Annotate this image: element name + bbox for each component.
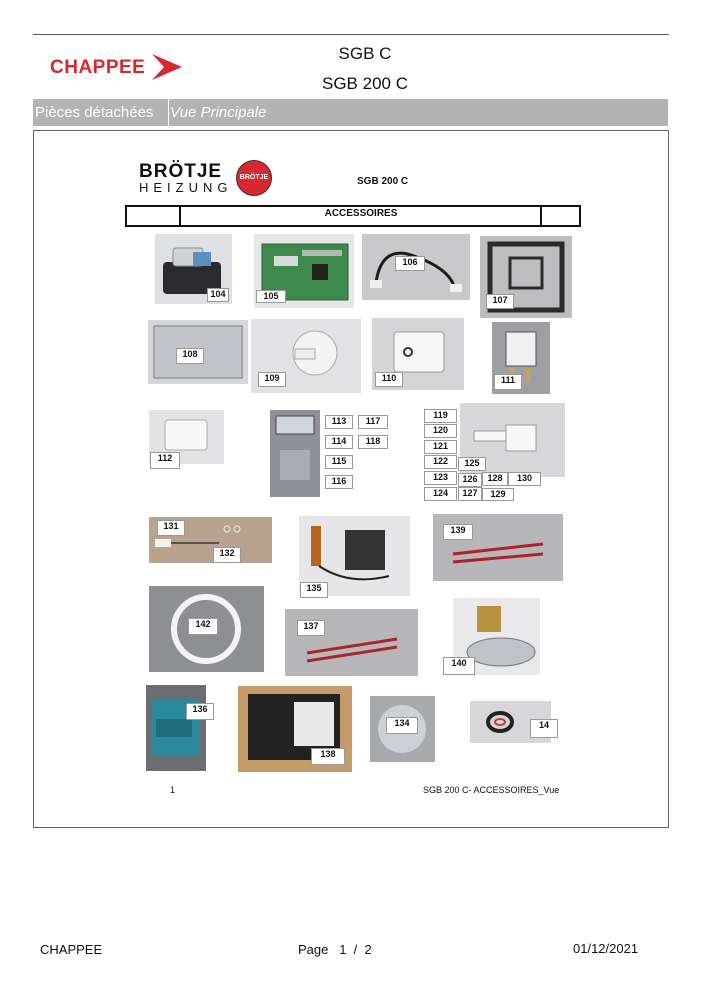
label-106: 106 <box>395 256 425 271</box>
label-124: 124 <box>424 487 457 501</box>
label-135: 135 <box>300 582 328 598</box>
section-bar-right: Vue Principale <box>170 104 267 121</box>
top-rule <box>33 34 669 35</box>
label-142: 142 <box>188 618 218 635</box>
label-120: 120 <box>424 424 457 438</box>
label-123: 123 <box>424 471 457 485</box>
label-127: 127 <box>458 487 482 501</box>
accessoires-title: ACCESSOIRES <box>324 208 398 219</box>
label-115: 115 <box>325 455 353 469</box>
label-121: 121 <box>424 440 457 454</box>
label-105: 105 <box>256 290 286 303</box>
label-125: 125 <box>458 457 486 471</box>
label-132: 132 <box>213 547 241 563</box>
label-126: 126 <box>458 473 482 487</box>
label-128: 128 <box>482 472 508 486</box>
sheet-page-number: 1 <box>170 785 176 795</box>
title-line2: SGB 200 C <box>322 74 408 93</box>
sheet-model: SGB 200 C <box>357 176 409 187</box>
label-122: 122 <box>424 455 457 469</box>
label-14: 14 <box>530 719 558 738</box>
label-112: 112 <box>150 452 180 469</box>
label-116: 116 <box>325 475 353 489</box>
brotje-logo <box>139 162 233 195</box>
label-130: 130 <box>508 472 541 486</box>
label-131: 131 <box>157 520 185 536</box>
label-118: 118 <box>358 435 388 449</box>
display-module-photo <box>270 410 320 497</box>
label-136: 136 <box>186 703 214 720</box>
title-line1: SGB C <box>338 44 392 63</box>
label-140: 140 <box>443 657 475 675</box>
label-107: 107 <box>486 294 514 309</box>
brotje-circle-logo <box>236 160 272 196</box>
sheet-caption: SGB 200 C- ACCESSOIRES_Vue <box>423 785 560 795</box>
brand-circle-text: BRÖTJE <box>239 174 269 181</box>
chappee-logo: CHAPPEE <box>50 57 146 78</box>
label-129: 129 <box>482 488 514 501</box>
label-138: 138 <box>311 748 345 765</box>
footer-page: Page 1 / 2 <box>298 942 372 957</box>
brand-bottom: HEIZUNG <box>139 180 233 195</box>
brand-top: BRÖTJE <box>139 161 223 182</box>
label-137: 137 <box>297 620 325 636</box>
label-108: 108 <box>176 348 204 364</box>
label-111: 111 <box>494 374 522 390</box>
label-110: 110 <box>375 372 403 387</box>
label-134: 134 <box>386 717 418 734</box>
label-139: 139 <box>443 524 473 540</box>
section-bar-left: Pièces détachées <box>33 99 169 126</box>
label-117: 117 <box>358 415 388 429</box>
footer-brand: CHAPPEE <box>40 942 103 957</box>
label-114: 114 <box>325 435 353 449</box>
label-109: 109 <box>258 372 286 387</box>
label-104: 104 <box>207 288 229 302</box>
label-119: 119 <box>424 409 457 423</box>
label-113: 113 <box>325 415 353 429</box>
ignition-transformer-photo <box>146 685 206 771</box>
footer-date: 01/12/2021 <box>573 941 639 956</box>
